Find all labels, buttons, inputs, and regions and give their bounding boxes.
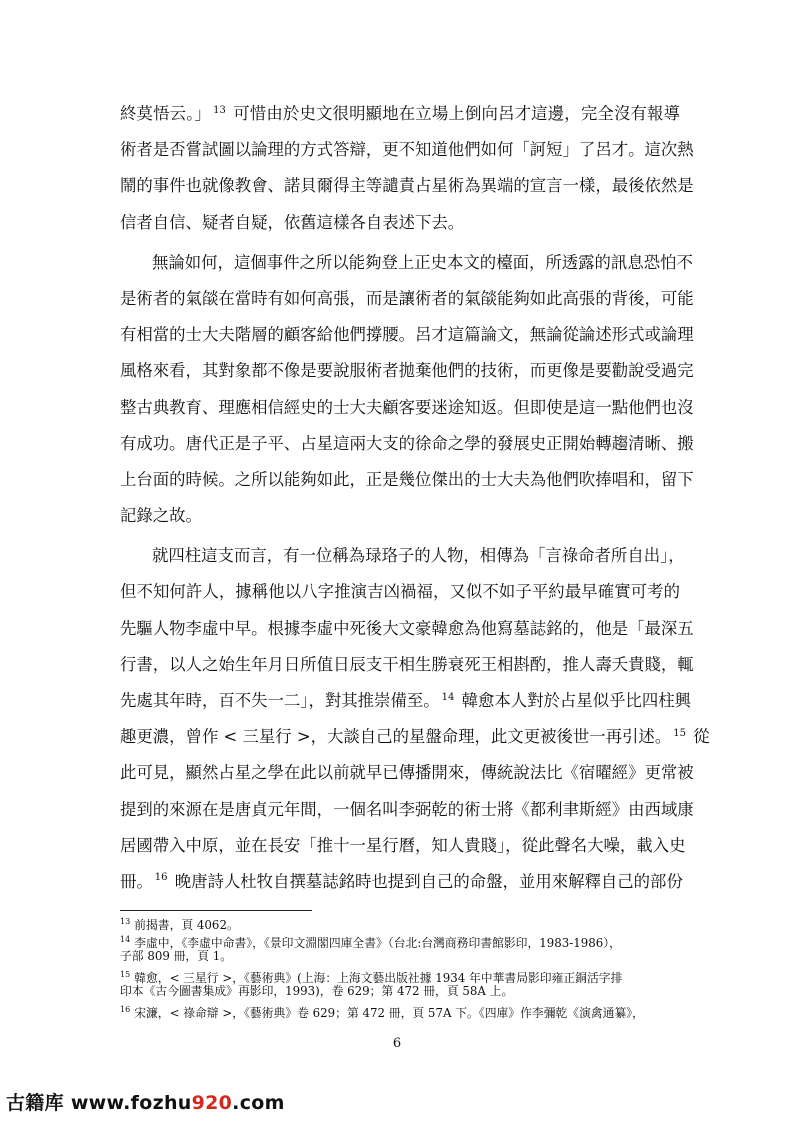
text-line: 先驅人物李虛中早。根據李虛中死後大文豪韓愈為他寫墓誌銘的，他是「最深五 xyxy=(120,618,694,638)
text-line: 無論如何，這個事件之所以能夠登上正史本文的檯面，所透露的訊息恐怕不 xyxy=(152,252,693,272)
page-number: 6 xyxy=(392,1036,402,1051)
footnote-divider xyxy=(120,910,312,911)
footnote-ref-14[interactable]: 14 xyxy=(441,691,455,703)
footnote-13: $^{13}$ 前揭書，頁 4062。 xyxy=(120,917,239,932)
text-line: 先處其年時，百不失一二」，對其推崇備至。 $^{14}$ 韓愈本人對於占星似乎比四柱興 xyxy=(120,691,692,710)
footnote-14-continued: 子部 809 冊，頁 1。 xyxy=(120,949,233,964)
text-line: 記錄之故。 xyxy=(120,506,202,526)
footnote-ref-13[interactable]: 13 xyxy=(213,104,226,116)
text-line: 整古典教育、理應相信經史的士大夫顧客要迷途知返。但即使是這一點他們也沒 xyxy=(120,397,694,417)
body-text xyxy=(120,96,710,900)
text-line: 術者是否嘗試圖以論理的方式答辯，更不知道他們如何「訶短」了呂才。這次熱 xyxy=(120,140,694,160)
text-line: 冊。 $^{16}$ 晚唐詩人杜牧自撰墓誌銘時也提到自己的命盤，並用來解釋自己的部份 xyxy=(120,871,683,891)
text-line: 上台面的時候。之所以能夠如此，正是幾位傑出的士大夫為他們吹捧唱和，留下 xyxy=(120,469,694,489)
footnote-ref-15[interactable]: 15 xyxy=(673,727,686,739)
footnote-14: $^{14}$ 李虛中，《李虛中命書》，《景印文淵閣四庫全書》（台北:台灣商務印書館影印，1983-1986）， xyxy=(120,934,621,950)
text-line: 有成功。唐代正是子平、占星這兩大支的徐命之學的發展史正開始轉趨清晰、搬 xyxy=(120,433,694,453)
text-line: 鬧的事件也就像教會、諾貝爾得主等譴責占星術為異端的宣言一樣，最後依然是 xyxy=(120,176,694,196)
footnote-15: $^{15}$ 韓愈，< 三星行 >，《藝術典》(上海：上海文藝出版社據 1934 年中華書局影印雍正銅活字排 xyxy=(120,969,623,985)
text-line: 信者自信、疑者自疑，依舊這樣各自表述下去。 xyxy=(120,212,465,232)
text-line: 但不知何許人，據稱他以八字推演吉凶禍福，又似不如子平約最早確實可考的 xyxy=(120,582,680,602)
text-line: 居國帶入中原，並在長安「推十一星行曆，知人貴賤」，從此聲名大噪，載入史 xyxy=(120,835,686,855)
footnote-ref-16[interactable]: 16 xyxy=(154,872,168,884)
footnote-15-continued: 印本《古今圖書集成》再影印，1993)，卷 629；第 472 冊，頁 58A 上。 xyxy=(120,984,514,999)
text-line: 提到的來源在是唐貞元年間，一個名叫李弼乾的術士將《都利聿斯經》由西域康 xyxy=(120,799,694,819)
text-line: 風格來看，其對象都不像是要說服術者拋棄他們的技術，而更像是要勸說受過完 xyxy=(120,361,694,381)
text-line: 行書，以人之始生年月日所值日辰支干相生勝衰死王相斟酌，推人壽夭貴賤，輒 xyxy=(120,654,694,674)
text-line: 就四柱這支而言，有一位稱為琭珞子的人物，相傳為「言祿命者所自出」， xyxy=(152,546,685,566)
text-line: 有相當的士大夫階層的顧客給他們撐腰。呂才這篇論文，無論從論述形式或論理 xyxy=(120,325,694,345)
site-watermark: 古籍库 www.fozhu920.com xyxy=(6,1092,285,1114)
text-line: 是術者的氣燄在當時有如何高張，而是讓術者的氣燄能夠如此高張的背後，可能 xyxy=(120,288,694,308)
footnote-16: $^{16}$ 宋濂，< 祿命辯 >，《藝術典》卷 629；第 472 冊，頁 57A 下。《四庫》作李彌乾《演禽通纂》， xyxy=(120,1004,644,1020)
footnotes xyxy=(120,913,680,1019)
text-line: 此可見，顯然占星之學在此以前就早已傳播開來，傳統說法比《宿曜經》更常被 xyxy=(120,763,694,783)
text-line: 終莫悟云。」 $^{13}$ 可惜由於史文很明顯地在立場上倒向呂才這邊，完全沒有報導 xyxy=(120,104,680,123)
text-line: 趣更濃，曾作 < 三星行 >，大談自己的星盤命理，此文更被後世一再引述。 $^{15}$ 從 xyxy=(120,727,710,747)
